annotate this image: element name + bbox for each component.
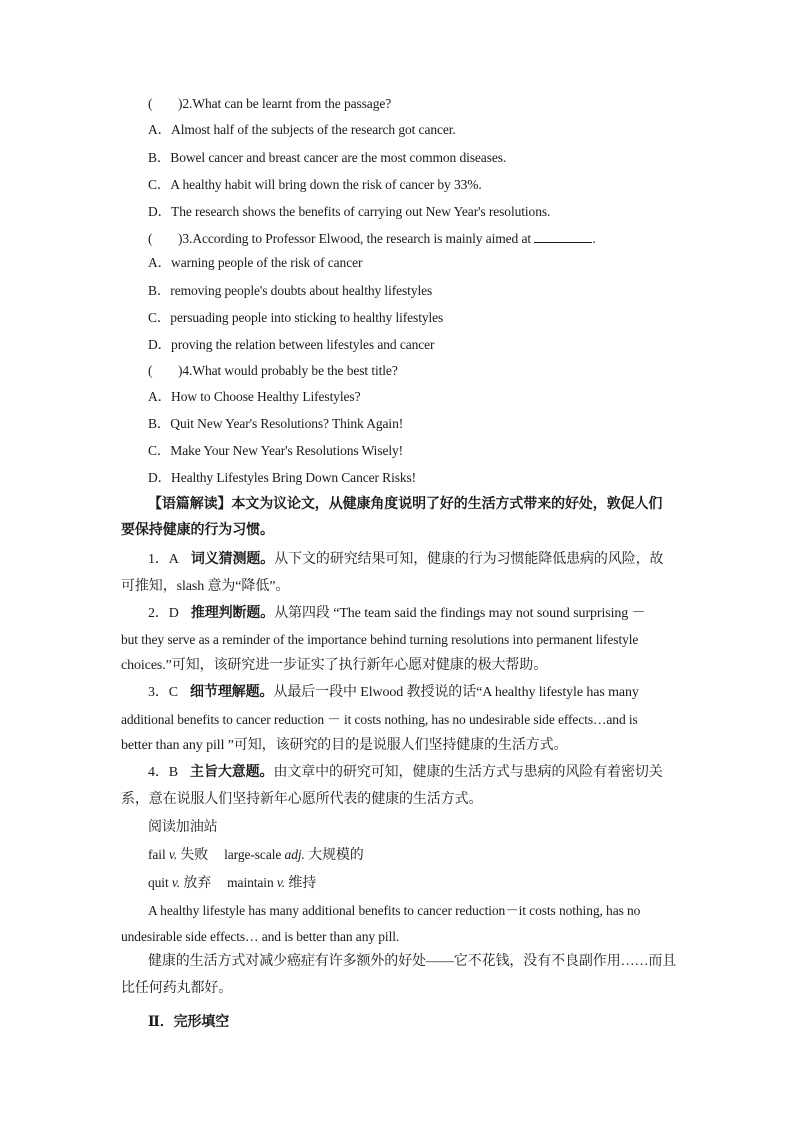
question-4-option-b: B．Quit New Year's Resolutions? Think Again!: [148, 416, 404, 431]
question-4-option-d: D．Healthy Lifestyles Bring Down Cancer Risks!: [148, 470, 417, 485]
answer-1-line-1: 1．A 词义猜测题。从下文的研究结果可知，健康的行为习惯能降低患病的风险，故: [148, 552, 664, 567]
analysis-intro-line-2: 要保持健康的行为习惯。: [121, 523, 274, 538]
key-sentence-en-line-1: A healthy lifestyle has many additional benefits to cancer reduction－it costs nothing, has no: [148, 903, 641, 918]
vocab-row-2: [148, 874, 332, 893]
key-sentence-en-line-2: undesirable side effects… and is better than any pill.: [121, 929, 400, 944]
section-heading-cloze: Ⅱ．完形填空: [148, 1015, 230, 1030]
key-sentence-cn-line-2: 比任何药丸都好。: [121, 981, 233, 996]
analysis-heading: 【语篇解读】: [148, 497, 232, 512]
question-3-option-b: B．removing people's doubts about healthy lifestyles: [148, 283, 433, 298]
question-2-option-b: B．Bowel cancer and breast cancer are the most common diseases.: [148, 150, 507, 165]
question-4-stem: ( )4.What would probably be the best title?: [148, 363, 398, 378]
question-4-option-c: C．Make Your New Year's Resolutions Wisely!: [148, 443, 404, 458]
question-3-stem: ( )3.According to Professor Elwood, the research is mainly aimed at .: [148, 231, 596, 246]
analysis-intro-line-1: 【语篇解读】本文为议论文，从健康角度说明了好的生活方式带来的好处，敦促人们: [148, 497, 663, 512]
vocab-row-1: [148, 846, 380, 865]
reading-station-title: 阅读加油站: [148, 820, 218, 835]
answer-3-line-2: additional benefits to cancer reduction － it costs nothing, has no undesirable side effects…and is: [121, 712, 638, 727]
question-2-option-a: A．Almost half of the subjects of the research got cancer.: [148, 122, 456, 137]
question-2-stem: ( )2.What can be learnt from the passage?: [148, 96, 392, 111]
vocab-item: maintain v. 维持: [227, 875, 317, 891]
vocab-item: fail v. 失败: [148, 847, 209, 863]
answer-1-line-2: 可推知，slash 意为“降低”。: [121, 579, 290, 594]
question-3-option-c: C．persuading people into sticking to healthy lifestyles: [148, 310, 444, 325]
question-4-option-a: A．How to Choose Healthy Lifestyles?: [148, 389, 361, 404]
answer-3-line-3: better than any pill ”可知，该研究的目的是说服人们坚持健康的生活方式。: [121, 738, 568, 753]
answer-3-line-1: 3．C 细节理解题。从最后一段中 Elwood 教授说的话“A healthy lifestyle has many: [148, 685, 639, 700]
answer-4-line-2: 系，意在说服人们坚持新年心愿所代表的健康的生活方式。: [121, 792, 483, 807]
vocab-item: large-scale adj. 大规模的: [224, 847, 364, 863]
question-2-option-c: C．A healthy habit will bring down the risk of cancer by 33%.: [148, 177, 482, 192]
answer-blank: [534, 230, 592, 243]
answer-2-line-3: choices.”可知，该研究进一步证实了执行新年心愿对健康的极大帮助。: [121, 658, 548, 673]
answer-4-line-1: 4．B 主旨大意题。由文章中的研究可知，健康的生活方式与患病的风险有着密切关: [148, 765, 663, 780]
answer-2-line-2: but they serve as a reminder of the importance behind turning resolutions into permanent lifestyle: [121, 632, 639, 647]
key-sentence-cn-line-1: 健康的生活方式对减少癌症有许多额外的好处——它不花钱，没有不良副作用……而且: [148, 954, 677, 969]
answer-2-line-1: 2．D 推理判断题。从第四段 “The team said the findings may not sound surprising －: [148, 606, 646, 621]
question-3-option-a: A．warning people of the risk of cancer: [148, 255, 363, 270]
question-2-option-d: D．The research shows the benefits of carrying out New Year's resolutions.: [148, 204, 551, 219]
vocab-item: quit v. 放弃: [148, 875, 212, 891]
question-3-option-d: D．proving the relation between lifestyles and cancer: [148, 337, 435, 352]
